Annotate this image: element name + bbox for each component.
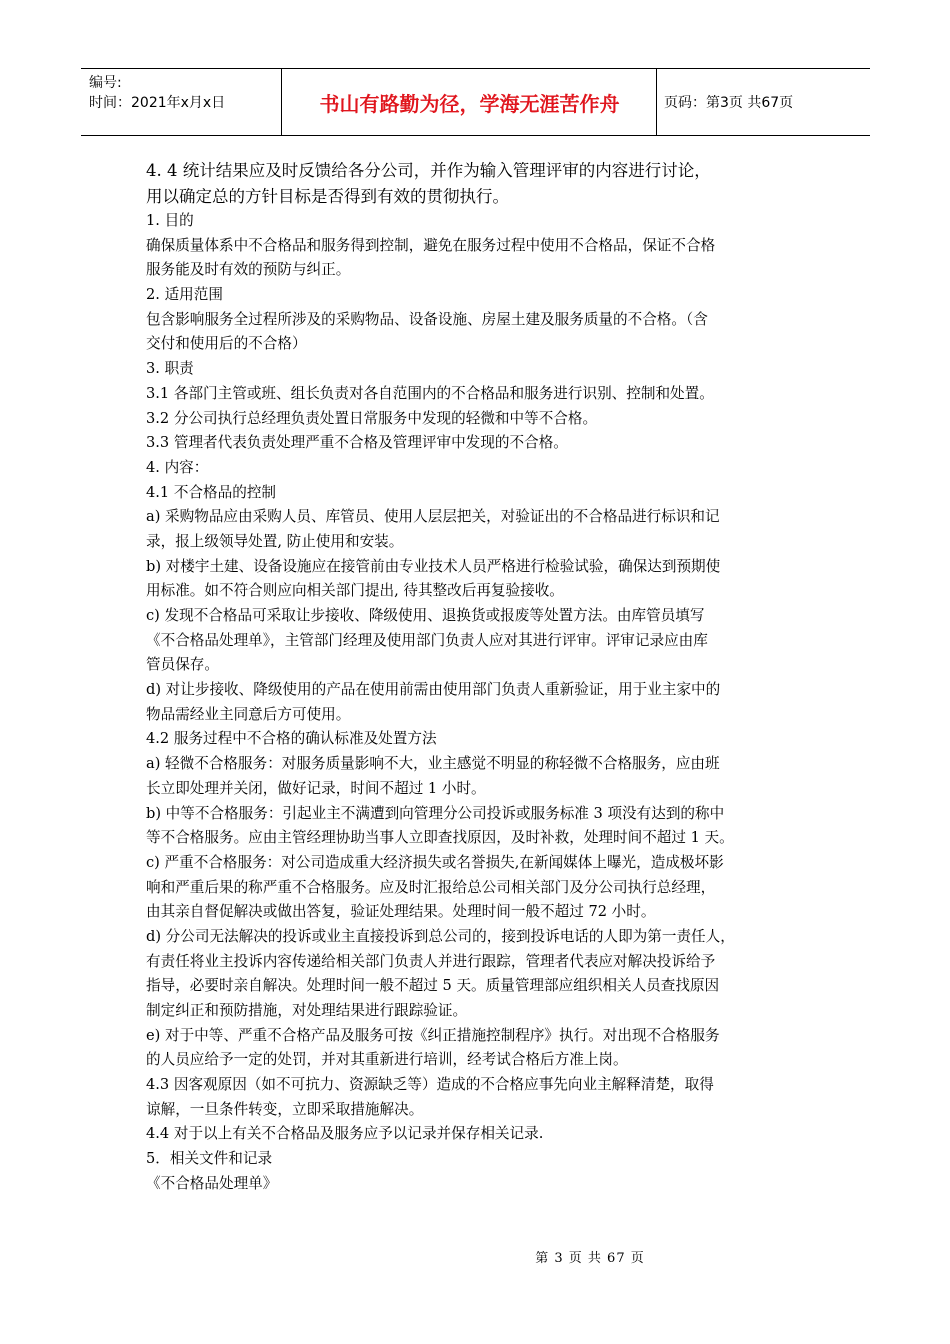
paragraph-line: 制定纠正和预防措施，对处理结果进行跟踪验证。 xyxy=(146,1002,468,1019)
paragraph-line: 长立即处理并关闭，做好记录，时间不超过 1 小时。 xyxy=(146,779,486,797)
paragraph-line: 3.3 管理者代表负责处理严重不合格及管理评审中发现的不合格。 xyxy=(146,434,568,452)
paragraph-line: 物品需经业主同意后方可使用。 xyxy=(146,705,351,723)
paragraph-line: 5．相关文件和记录 xyxy=(146,1150,273,1168)
paragraph-line: 用以确定总的方针目标是否得到有效的贯彻执行。 xyxy=(146,186,509,206)
motto: 书山有路勤为径，学海无涯苦作舟 xyxy=(319,91,620,116)
paragraph-line: d) 分公司无法解决的投诉或业主直接投诉到总公司的，接到投诉电话的人即为第一责任人， xyxy=(146,927,735,945)
paragraph-line: 交付和使用后的不合格） xyxy=(146,335,307,353)
footer-page-number: 第 3 页 共 67 页 xyxy=(535,1251,645,1266)
paragraph-line: 3. 职责 xyxy=(146,360,194,378)
paragraph-line: 管员保存。 xyxy=(146,656,219,674)
paragraph-line: 等不合格服务。应由主管经理协助当事人立即查找原因，及时补救，处理时间不超过 1 天。 xyxy=(146,829,734,847)
paragraph-line: 服务能及时有效的预防与纠正。 xyxy=(146,261,351,279)
paragraph-line: 4.1 不合格品的控制 xyxy=(146,483,277,501)
paragraph-line: 4.3 因客观原因（如不可抗力、资源缺乏等）造成的不合格应事先向业主解释清楚，取得 xyxy=(146,1076,714,1094)
paragraph-line: 响和严重后果的称严重不合格服务。应及时汇报给总公司相关部门及分公司执行总经理， xyxy=(146,878,716,896)
paragraph-line: 4.2 服务过程中不合格的确认标准及处置方法 xyxy=(146,730,437,748)
paragraph-line: 《不合格品处理单》 xyxy=(146,1174,278,1192)
paragraph-line: 4. 内容： xyxy=(146,458,209,476)
paragraph-line: 3.1 各部门主管或班、组长负责对各自范围内的不合格品和服务进行识别、控制和处置。 xyxy=(146,384,714,402)
paragraph-line: 的人员应给予一定的处罚，并对其重新进行培训，经考试合格后方准上岗。 xyxy=(146,1051,628,1069)
paragraph-line: 《不合格品处理单》，主管部门经理及使用部门负责人应对其进行评审。评审记录应由库 xyxy=(146,631,708,649)
page-label: 页码：第3页 共67页 xyxy=(664,95,794,111)
date-label: 时间：2021年x月x日 xyxy=(89,95,226,111)
paragraph-line: e) 对于中等、严重不合格产品及服务可按《纠正措施控制程序》执行。对出现不合格服务 xyxy=(146,1026,720,1044)
header-info xyxy=(89,73,281,113)
paragraph-line: 由其亲自督促解决或做出答复，验证处理结果。处理时间一般不超过 72 小时。 xyxy=(146,903,656,921)
paragraph-line: 4. 4 统计结果应及时反馈给各分公司，并作为输入管理评审的内容进行讨论， xyxy=(146,161,711,180)
header-divider xyxy=(656,69,657,135)
paragraph-line: 4.4 对于以上有关不合格品及服务应予以记录并保存相关记录. xyxy=(146,1125,544,1143)
header-divider xyxy=(281,69,282,135)
paragraph-line: 有责任将业主投诉内容传递给相关部门负责人并进行跟踪，管理者代表应对解决投诉给予 xyxy=(146,952,716,970)
paragraph-line: 2. 适用范围 xyxy=(146,286,223,304)
paragraph-line: c) 发现不合格品可采取让步接收、降级使用、退换货或报废等处置方法。由库管员填写 xyxy=(146,607,705,624)
page-footer xyxy=(0,1247,950,1266)
paragraph-line: a) 采购物品应由采购人员、库管员、使用人层层把关，对验证出的不合格品进行标识和记 xyxy=(146,508,720,526)
header-table xyxy=(81,68,870,136)
paragraph-line: 确保质量体系中不合格品和服务得到控制，避免在服务过程中使用不合格品，保证不合格 xyxy=(146,236,716,254)
paragraph-line: b) 中等不合格服务：引起业主不满遭到向管理分公司投诉或服务标准 3 项没有达到的称中 xyxy=(146,804,725,822)
paragraph-line: 谅解，一旦条件转变，立即采取措施解决。 xyxy=(146,1100,424,1118)
number-label: 编号: xyxy=(89,75,122,91)
paragraph-line: d) 对让步接收、降级使用的产品在使用前需由使用部门负责人重新验证，用于业主家中的 xyxy=(146,681,721,699)
paragraph-line: 3.2 分公司执行总经理负责处置日常服务中发现的轻微和中等不合格。 xyxy=(146,409,598,427)
document-body xyxy=(146,158,812,1197)
paragraph-line: b) 对楼宇土建、设备设施应在接管前由专业技术人员严格进行检验试验，确保达到预期使 xyxy=(146,557,721,575)
paragraph-line: 用标准。如不符合则应向相关部门提出, 待其整改后再复验接收。 xyxy=(146,582,564,600)
paragraph-line: 指导，必要时亲自解决。处理时间一般不超过 5 天。质量管理部应组织相关人员查找原因 xyxy=(146,977,720,995)
paragraph-line: 录，报上级领导处置, 防止使用和安装。 xyxy=(146,532,404,550)
paragraph-line: c) 严重不合格服务：对公司造成重大经济损失或名誉损失,在新闻媒体上曝光，造成极坏影 xyxy=(146,853,724,871)
paragraph-line: 1. 目的 xyxy=(146,212,194,229)
paragraph-line: 包含影响服务全过程所涉及的采购物品、设备设施、房屋土建及服务质量的不合格。（含 xyxy=(146,310,708,328)
paragraph-line: a) 轻微不合格服务：对服务质量影响不大，业主感觉不明显的称轻微不合格服务，应由班 xyxy=(146,755,720,773)
